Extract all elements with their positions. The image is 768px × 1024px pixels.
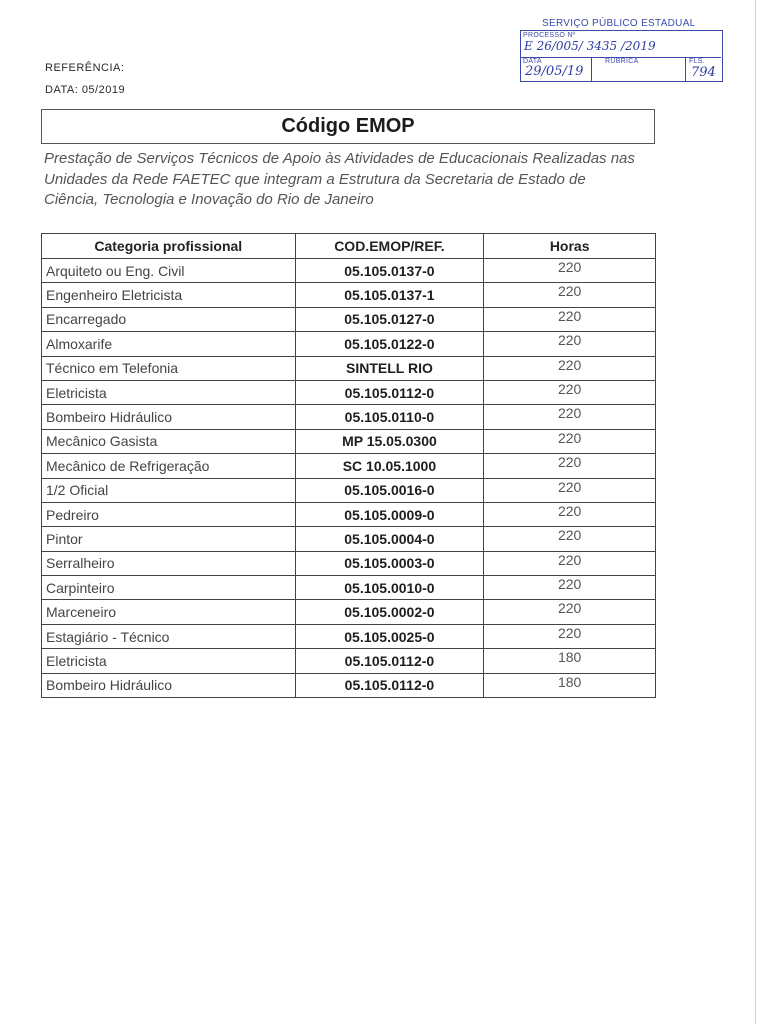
emop-code-table — [41, 233, 656, 698]
category-cell: Eletricista — [42, 380, 296, 404]
category-cell: Eletricista — [42, 649, 296, 673]
category-cell: Bombeiro Hidráulico — [42, 405, 296, 429]
document-title: Código EMOP — [41, 109, 655, 144]
table-row — [42, 380, 656, 404]
table-row — [42, 527, 656, 551]
table-row — [42, 356, 656, 380]
code-cell: 05.105.0110-0 — [295, 405, 484, 429]
stamp-rubric-label: RUBRICA — [605, 58, 639, 65]
code-cell: 05.105.0010-0 — [295, 576, 484, 600]
hours-cell: 220 — [484, 356, 656, 380]
stamp-date-label: DATA — [523, 58, 542, 65]
table-row — [42, 429, 656, 453]
hours-cell: 220 — [484, 307, 656, 331]
code-cell: 05.105.0004-0 — [295, 527, 484, 551]
category-cell: Marceneiro — [42, 600, 296, 624]
stamp-frame — [520, 30, 723, 82]
hours-cell: 220 — [484, 380, 656, 404]
table-row — [42, 576, 656, 600]
hours-cell: 220 — [484, 259, 656, 283]
stamp-divider-1 — [591, 58, 592, 82]
date-label: DATA: 05/2019 — [45, 84, 126, 96]
category-cell: Arquiteto ou Eng. Civil — [42, 259, 296, 283]
table-row — [42, 649, 656, 673]
code-cell: 05.105.0003-0 — [295, 551, 484, 575]
table-row — [42, 307, 656, 331]
code-cell: SC 10.05.1000 — [295, 454, 484, 478]
document-description: Prestação de Serviços Técnicos de Apoio às Atividades de Educacionais Realizadas nas Unidades da Rede FAETEC que integram a Estrutura da Secretaria de Estado de Ciência, Tecnologia e Inovação do Rio de Janeiro — [44, 150, 635, 208]
category-cell: Pintor — [42, 527, 296, 551]
hours-cell: 220 — [484, 576, 656, 600]
code-cell: 05.105.0137-1 — [295, 283, 484, 307]
hours-cell: 180 — [484, 649, 656, 673]
hours-cell: 220 — [484, 429, 656, 453]
hours-cell: 220 — [484, 600, 656, 624]
table-row — [42, 454, 656, 478]
hours-cell: 220 — [484, 454, 656, 478]
hours-cell: 180 — [484, 673, 656, 697]
table-row — [42, 283, 656, 307]
stamp-process-number: E 26/005/ 3435 /2019 — [524, 39, 656, 53]
category-cell: Serralheiro — [42, 551, 296, 575]
code-cell: 05.105.0137-0 — [295, 259, 484, 283]
table-row — [42, 259, 656, 283]
code-cell: 05.105.0002-0 — [295, 600, 484, 624]
stamp-fls-label: FLS. — [689, 58, 705, 65]
table-row — [42, 600, 656, 624]
code-cell: SINTELL RIO — [295, 356, 484, 380]
code-cell: 05.105.0122-0 — [295, 332, 484, 356]
table-row — [42, 332, 656, 356]
stamp-process-label: PROCESSO Nº — [523, 32, 576, 39]
hours-cell: 220 — [484, 527, 656, 551]
scan-edge-line — [755, 0, 756, 1024]
header-code: COD.EMOP/REF. — [295, 234, 484, 259]
category-cell: Técnico em Telefonia — [42, 356, 296, 380]
category-cell: Carpinteiro — [42, 576, 296, 600]
category-cell: Pedreiro — [42, 502, 296, 526]
code-cell: 05.105.0127-0 — [295, 307, 484, 331]
category-cell: Mecânico Gasista — [42, 429, 296, 453]
table-row — [42, 405, 656, 429]
code-cell: 05.105.0025-0 — [295, 624, 484, 648]
stamp-title: SERVIÇO PÚBLICO ESTADUAL — [542, 18, 696, 29]
category-cell: 1/2 Oficial — [42, 478, 296, 502]
category-cell: Almoxarife — [42, 332, 296, 356]
table-row — [42, 673, 656, 697]
process-stamp — [520, 18, 725, 84]
table-row — [42, 624, 656, 648]
code-cell: 05.105.0009-0 — [295, 502, 484, 526]
stamp-date-value: 29/05/19 — [525, 64, 584, 79]
category-cell: Estagiário - Técnico — [42, 624, 296, 648]
hours-cell: 220 — [484, 551, 656, 575]
hours-cell: 220 — [484, 478, 656, 502]
stamp-fls-value: 794 — [691, 65, 716, 80]
hours-cell: 220 — [484, 405, 656, 429]
code-cell: 05.105.0112-0 — [295, 380, 484, 404]
table-row — [42, 478, 656, 502]
hours-cell: 220 — [484, 283, 656, 307]
category-cell: Encarregado — [42, 307, 296, 331]
category-cell: Bombeiro Hidráulico — [42, 673, 296, 697]
table-header-row — [42, 234, 656, 259]
hours-cell: 220 — [484, 502, 656, 526]
table-row — [42, 551, 656, 575]
table-row — [42, 502, 656, 526]
code-cell: MP 15.05.0300 — [295, 429, 484, 453]
hours-cell: 220 — [484, 332, 656, 356]
code-cell: 05.105.0112-0 — [295, 649, 484, 673]
stamp-divider-2 — [685, 58, 686, 82]
reference-label: REFERÊNCIA: — [45, 62, 125, 74]
header-category: Categoria profissional — [42, 234, 296, 259]
code-cell: 05.105.0016-0 — [295, 478, 484, 502]
code-cell: 05.105.0112-0 — [295, 673, 484, 697]
header-hours: Horas — [484, 234, 656, 259]
category-cell: Mecânico de Refrigeração — [42, 454, 296, 478]
category-cell: Engenheiro Eletricista — [42, 283, 296, 307]
hours-cell: 220 — [484, 624, 656, 648]
